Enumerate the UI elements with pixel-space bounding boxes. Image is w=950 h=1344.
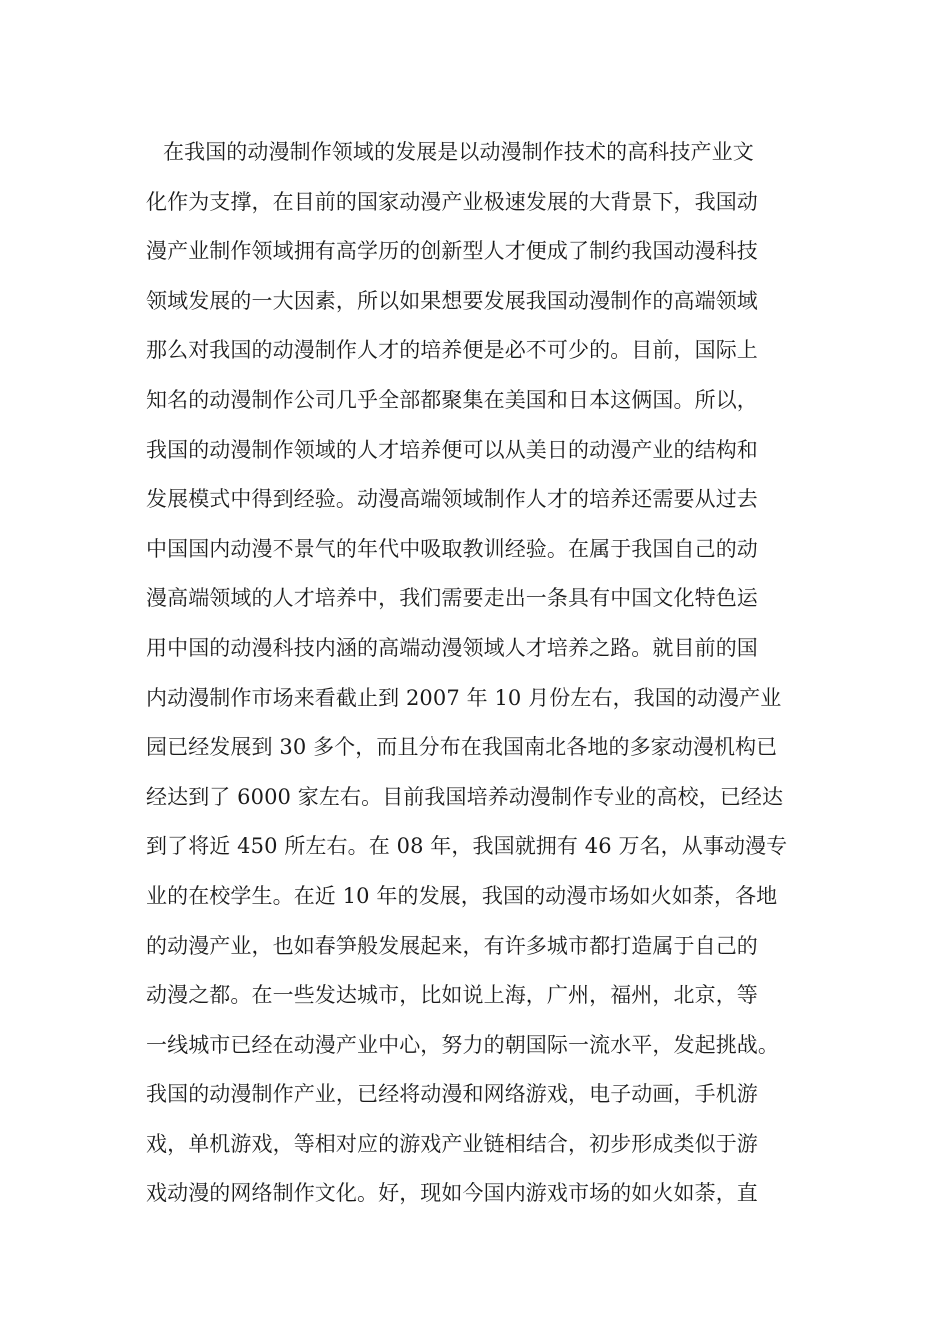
paragraph-line: 戏动漫的网络制作文化。好，现如今国内游戏市场的如火如荼，直: [146, 1181, 758, 1206]
paragraph-line: 我国的动漫制作领域的人才培养便可以从美日的动漫产业的结构和: [146, 437, 758, 462]
paragraph-line: 一线城市已经在动漫产业中心，努力的朝国际一流水平，发起挑战。: [146, 1032, 779, 1057]
paragraph-line: 漫高端领域的人才培养中，我们需要走出一条具有中国文化特色运: [146, 586, 758, 611]
paragraph-line: 那么对我国的动漫制作人才的培养便是必不可少的。目前，国际上: [146, 338, 758, 363]
paragraph-line: 发展模式中得到经验。动漫高端领域制作人才的培养还需要从过去: [146, 487, 758, 512]
body-paragraph: [146, 132, 836, 1223]
paragraph-line: 用中国的动漫科技内涵的高端动漫领域人才培养之路。就目前的国: [146, 635, 758, 660]
paragraph-line: 领域发展的一大因素，所以如果想要发展我国动漫制作的高端领域: [146, 288, 758, 313]
paragraph-line: 知名的动漫制作公司几乎全部都聚集在美国和日本这俩国。所以，: [146, 387, 758, 412]
paragraph-line: 到了将近 450 所左右。在 08 年，我国就拥有 46 万名，从事动漫专: [146, 834, 788, 859]
paragraph-line: 戏，单机游戏，等相对应的游戏产业链相结合，初步形成类似于游: [146, 1131, 758, 1156]
paragraph-line: 的动漫产业，也如春笋般发展起来，有许多城市都打造属于自己的: [146, 933, 758, 958]
paragraph-line: 动漫之都。在一些发达城市，比如说上海，广州，福州，北京，等: [146, 983, 758, 1008]
paragraph-line: 业的在校学生。在近 10 年的发展，我国的动漫市场如火如荼，各地: [146, 883, 778, 908]
paragraph-line: 化作为支撑，在目前的国家动漫产业极速发展的大背景下，我国动: [146, 189, 758, 214]
paragraph-line: 经达到了 6000 家左右。目前我国培养动漫制作专业的高校，已经达: [146, 784, 784, 809]
paragraph-line: 园已经发展到 30 多个，而且分布在我国南北各地的多家动漫机构已: [146, 735, 778, 760]
paragraph-line: 中国国内动漫不景气的年代中吸取教训经验。在属于我国自己的动: [146, 536, 758, 561]
paragraph-line: 内动漫制作市场来看截止到 2007 年 10 月份左右，我国的动漫产业: [146, 685, 782, 710]
paragraph-line: 漫产业制作领域拥有高学历的创新型人才便成了制约我国动漫科技: [146, 239, 758, 264]
paragraph-line: 我国的动漫制作产业，已经将动漫和网络游戏，电子动画，手机游: [146, 1082, 758, 1107]
paragraph-line: 在我国的动漫制作领域的发展是以动漫制作技术的高科技产业文: [163, 140, 754, 164]
